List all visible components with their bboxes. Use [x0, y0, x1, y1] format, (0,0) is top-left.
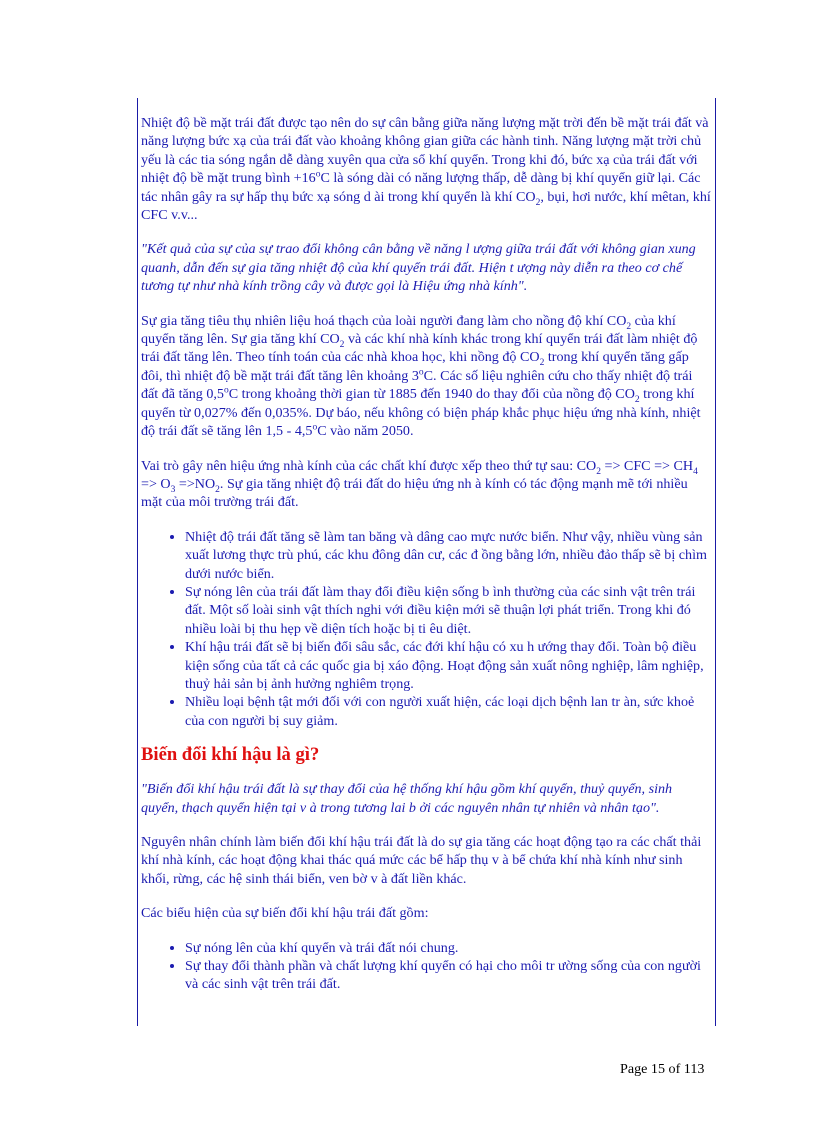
impact-list [141, 528, 711, 730]
left-border-line [137, 98, 138, 1026]
subscript: 2 [596, 466, 601, 477]
list-item: • Nhiều loại bệnh tật mới đối với con người xuất hiện, các loại dịch bệnh lan tr àn, sức khoẻ của con người bị suy giảm. [185, 693, 711, 730]
text-run: trong khí quyển tăng gấp đôi, thì nhiệt độ bề mặt trái đất tăng lên khoảng 3 [141, 349, 689, 384]
section-heading-climate-change: Biến đổi khí hậu là gì? [141, 744, 320, 766]
paragraph-main-cause: Nguyên nhân chính làm biến đổi khí hậu trái đất là do sự gia tăng các hoạt động tạo ra các chất thải khí nhà kính, các hoạt động khai thác quá mức các bể hấp thụ v à bể chứa khí nhà kính như sinh khối, rừng, các hệ sinh thái biển, ven bờ v à đất liền khác. [141, 834, 702, 887]
paragraph-co2-increase [141, 312, 711, 441]
right-border-line [715, 98, 716, 1026]
text-run: C là sóng dài có năng lượng thấp, dễ dàng bị khí quyển giữ lại. Các tác nhân gây ra sự hấp thụ bức xạ sóng d ài trong khí quyển là khí CO [141, 170, 701, 205]
subscript: 3 [170, 484, 176, 495]
text-run: =>NO [175, 475, 216, 492]
list-item: • Sự nóng lên của trái đất làm thay đổi điều kiện sống b ình thường của các sinh vật trên trái đất. Một số loài sinh vật thích nghi với điều kiện mới sẽ thuận lợi phát triển. Trong khi đó nhiều loài bị thu hẹp về diện tích hoặc bị ti êu diệt. [185, 583, 711, 638]
superscript: o [315, 169, 321, 180]
superscript: o [418, 367, 424, 378]
text-run: và các khí nhà kính khác trong khí quyển trái đất làm nhiệt độ trái đất tăng lên. Theo tính toán của các nhà khoa học, khi nồng độ CO [141, 331, 698, 366]
text-run: , bụi, hơi nước, khí mêtan, khí CFC v.v... [141, 188, 711, 224]
superscript: o [223, 385, 229, 396]
subscript: 2 [339, 339, 345, 350]
text-run: của khí quyển tăng lên. Sự gia tăng khí CO [141, 312, 676, 348]
list-item: • Nhiệt độ trái đất tăng sẽ làm tan băng và dâng cao mực nước biển. Như vậy, nhiều vùng sản xuất lương thực trù phú, các khu đông dân cư, các đ ồng bằng lớn, nhiều đảo thấp sẽ bị chìm dưới nước biển. [185, 528, 711, 583]
subscript: 2 [535, 197, 541, 208]
paragraph-greenhouse-intro [141, 114, 711, 224]
text-run: C vào năm 2050. [317, 423, 414, 440]
content-body [141, 114, 711, 1008]
list-item: • Khí hậu trái đất sẽ bị biến đổi sâu sắc, các đới khí hậu có xu h ướng thay đổi. Toàn bộ điều kiện sống của tất cả các quốc gia bị xáo động. Hoạt động sản xuất nông nghiệp, lâm nghiệp, thuỷ hải sản bị ảnh hưởng nghiêm trọng. [185, 638, 711, 693]
text-run: => O [141, 475, 171, 492]
subscript: 2 [634, 395, 640, 406]
subscript: 2 [626, 321, 632, 332]
manifestation-list [141, 939, 711, 994]
quote-greenhouse-definition: "Kết quả của sự của sự trao đổi không cân bằng về năng l ượng giữa trái đất với không gian xung quanh, dẫn đến sự gia tăng nhiệt độ của khí quyển trái đất. Hiện t ượng này diễn ra theo cơ chế tương tự như nhà kính trồng cây và được gọi là Hiệu ứng nhà kính". [141, 241, 696, 295]
superscript: o [312, 422, 318, 433]
quote-climate-change-definition: "Biến đổi khí hậu trái đất là sự thay đổi của hệ thống khí hậu gồm khí quyển, thuỷ quyển, sinh quyển, thạch quyển hiện tại v à trong tương lai b ởi các nguyên nhân tự nhiên và nhân tạo". [141, 781, 673, 816]
subscript: 2 [539, 358, 545, 369]
text-run: . Sự gia tăng nhiệt độ trái đất do hiệu ứng nh à kính có tác động mạnh mẽ tới nhiều mặt của môi trường trái đất. [141, 475, 688, 511]
subscript: 2 [215, 484, 220, 495]
paragraph-manifestations-intro: Các biểu hiện của sự biến đổi khí hậu trái đất gồm: [141, 905, 429, 922]
text-run: C. Các số liệu nghiên cứu cho thấy nhiệt độ trái đất đã tăng 0,5 [141, 367, 693, 403]
page-number: Page 15 of 113 [620, 1061, 705, 1077]
text-run: Sự gia tăng tiêu thụ nhiên liệu hoá thạch của loài người đang làm cho nồng độ khí CO [141, 312, 627, 329]
text-run: Nhiệt độ bề mặt trái đất được tạo nên do sự cân bằng giữa năng lượng mặt trời đến bề mặt trái đất và năng lượng bức xạ của trái đất vào khoảng không gian giữa các hành tinh. Năng lượng mặt trời chủ yếu là các tia sóng ngắn dễ dàng xuyên qua cửa sổ khí quyển. Trong khi đó, bức xạ của trái đất với nhiệt độ bề mặt trung bình +16 [141, 115, 709, 187]
text-run: Vai trò gây nên hiệu ứng nhà kính của các chất khí được xếp theo thứ tự sau: CO [141, 457, 597, 474]
text-run: => CFC => CH [600, 457, 694, 474]
paragraph-gas-ranking [141, 457, 711, 512]
text-run: trong khí quyển từ 0,027% đến 0,035%. Dự báo, nếu không có biện pháp khắc phục hiệu ứng nhà kính, nhiệt độ trái đất sẽ tăng lên 1,5 - 4,5 [141, 386, 701, 440]
list-item: • Sự thay đổi thành phần và chất lượng khí quyển có hại cho môi tr ường sống của con người và các sinh vật trên trái đất. [185, 957, 711, 994]
subscript: 4 [693, 466, 698, 477]
text-run: C trong khoảng thời gian từ 1885 đến 1940 do thay đổi của nồng độ CO [228, 386, 635, 403]
list-item: • Sự nóng lên của khí quyển và trái đất nói chung. [185, 939, 711, 957]
